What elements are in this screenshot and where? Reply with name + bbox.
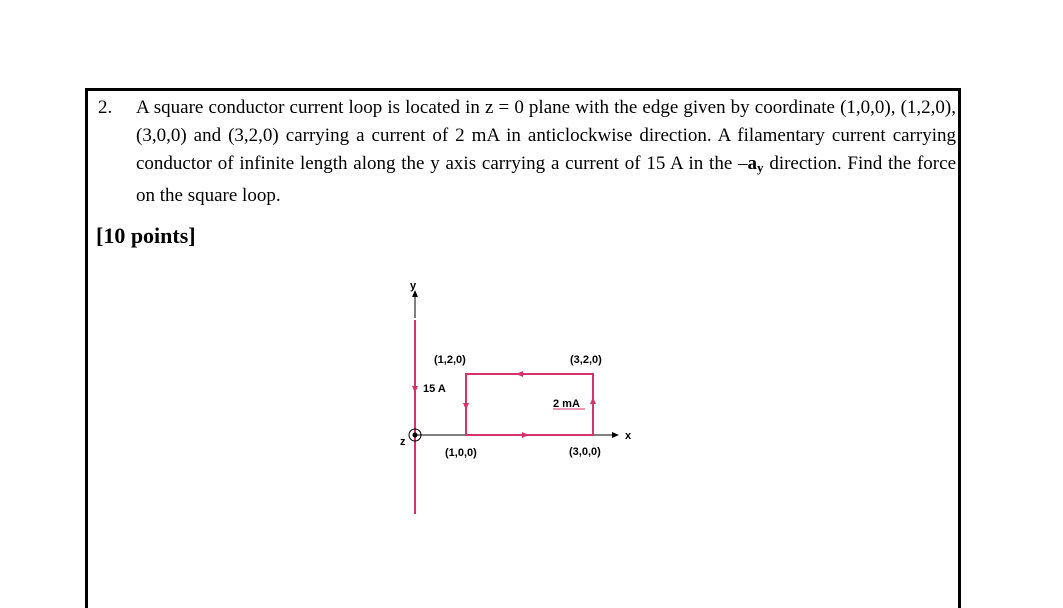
wire-current-arrow: [412, 386, 418, 393]
points-label: [10 points]: [96, 223, 196, 248]
question-block: [98, 94, 956, 210]
unit-vector: $a_y$: [747, 153, 764, 175]
z-axis-label: z: [400, 436, 406, 448]
x-axis-label: x: [625, 430, 632, 442]
loop-current-label: 2 mA: [553, 398, 580, 410]
corner-label-120: (1,2,0): [434, 354, 466, 366]
loop-arrow-bottom: [522, 432, 529, 438]
loop-arrow-top: [516, 371, 523, 377]
loop-arrow-right: [590, 397, 596, 404]
wire-current-label: 15 A: [423, 383, 446, 395]
question-number: 2.: [98, 97, 113, 118]
y-axis-label: y: [410, 280, 417, 292]
corner-label-320: (3,2,0): [570, 354, 602, 366]
loop-figure: [395, 270, 655, 530]
loop-arrow-left: [463, 403, 469, 410]
z-axis-dot: [413, 433, 418, 438]
question-text: A square conductor current loop is located in z = 0 plane with the edge given by coordinate (1,0,0), (1,2,0), (3,0,0) and (3,2,0) carrying a current of 2 mA in anticlockwise direction. A filamentary current carrying conductor of infinite length along the y axis carrying a current of 15 A in the $-a_y$ direction. Find the force on the square loop.: [136, 97, 956, 206]
corner-label-300: (3,0,0): [569, 446, 601, 458]
x-axis-arrowhead: [612, 432, 619, 438]
corner-label-100: (1,0,0): [445, 447, 477, 459]
